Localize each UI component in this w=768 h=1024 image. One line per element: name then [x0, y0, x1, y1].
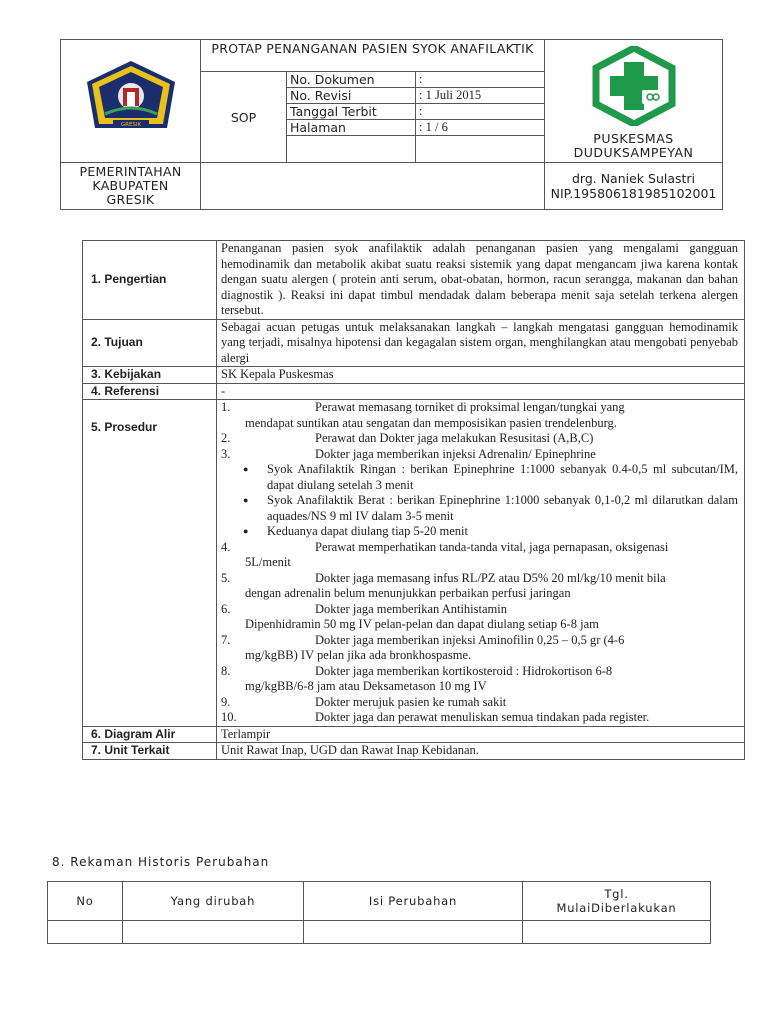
column-header-line: MulaiDiberlakukan: [556, 901, 677, 915]
document-header: [60, 39, 723, 210]
meta-value: :: [416, 104, 545, 120]
puskesmas-block: [545, 40, 723, 163]
document-title: PROTAP PENANGANAN PASIEN SYOK ANAFILAKTIK: [201, 40, 545, 72]
column-header: Isi Perubahan: [304, 882, 523, 921]
section-label: 2. Tujuan: [83, 319, 217, 367]
sop-content-table: [82, 240, 745, 760]
procedure-step-cont: mendapat suntikan atau sengatan dan memposisikan pasien trendelenburg.: [245, 415, 617, 430]
bullet-item: ● Syok Anafilaktik Ringan : berikan Epinephrine 1:1000 sebanyak 0.4-0,5 ml subcutan/IM, dapat diulang setelah 3 menit: [243, 462, 738, 493]
section-label: 1. Pengertian: [83, 241, 217, 320]
section-label: 5. Prosedur: [83, 400, 217, 727]
pengertian-text: Penanganan pasien syok anafilaktik adalah penanganan pasien yang mengalami gangguan hemodinamik dan metabolik akibat suatu reaksi sistemik yang dapat mengancam jiwa karena kontak dengan suatu alergen ( protein anti serum, obat-obatan, hormon, racun serangga, makanan dan bahan diagnostik ). Reaksi ini dapat timbul mendadak dalam beberapa menit saja setelah terkena alergen tersebut.: [217, 241, 745, 320]
procedure-step-cont: mg/kgBB) IV pelan jika ada bronkhospasme.: [245, 648, 472, 662]
government-label: [61, 163, 201, 210]
empty-cell: [523, 921, 711, 944]
blank-cell: [201, 163, 545, 210]
gov-line: PEMERINTAHAN: [79, 164, 182, 179]
record-history-title: 8. Rekaman Historis Perubahan: [52, 855, 270, 869]
gresik-emblem-icon: [83, 58, 179, 140]
column-header: [523, 882, 711, 921]
document-meta-cell: [287, 72, 545, 163]
signer-nip: NIP.195806181985102001: [550, 186, 717, 201]
procedure-step-cont: 5L/menit: [245, 555, 291, 569]
procedure-step: 10. Dokter jaga dan perawat menuliskan semua tindakan pada register.: [221, 710, 650, 724]
meta-value: : 1 / 6: [416, 120, 545, 136]
puskesmas-name-line2: DUDUKSAMPEYAN: [573, 145, 694, 160]
procedure-step: 5. Dokter jaga memasang infus RL/PZ atau D5% 20 ml/kg/10 menit bila: [221, 570, 666, 585]
procedure-step: 7. Dokter jaga memberikan injeksi Aminofilin 0,25 – 0,5 gr (4-6: [221, 632, 625, 647]
dosage-bullets: [221, 462, 738, 540]
section-label: 6. Diagram Alir: [83, 726, 217, 743]
empty-cell: [304, 921, 523, 944]
section-label: 3. Kebijakan: [83, 367, 217, 384]
gov-line: KABUPATEN: [92, 178, 169, 193]
procedure-step: 9. Dokter merujuk pasien ke rumah sakit: [221, 694, 507, 709]
bullet-item: ● Keduanya dapat diulang tiap 5-20 menit: [243, 524, 738, 540]
signer-name: drg. Naniek Sulastri: [571, 171, 696, 186]
empty-cell: [123, 921, 304, 944]
regency-logo-cell: [61, 40, 201, 163]
referensi-text: -: [217, 383, 745, 400]
unit-text: Unit Rawat Inap, UGD dan Rawat Inap Kebidanan.: [217, 743, 745, 760]
diagram-text: Terlampir: [217, 726, 745, 743]
meta-value: :: [416, 72, 545, 88]
procedure-step-cont: dengan adrenalin belum menunjukkan perbaikan perfusi jaringan: [245, 586, 571, 600]
procedure-step-cont: mg/kgBB/6-8 jam atau Deksametason 10 mg IV: [245, 679, 487, 693]
procedure-step: 8. Dokter jaga memberikan kortikosteroid : Hidrokortison 6-8: [221, 663, 613, 678]
procedure-step-cont: Dipenhidramin 50 mg IV pelan-pelan dan dapat diulang setiap 6-8 jam: [245, 617, 599, 631]
section-label: 7. Unit Terkait: [83, 743, 217, 760]
meta-value: : 1 Juli 2015: [416, 88, 545, 104]
document-meta: [287, 72, 544, 162]
record-history-table: [47, 881, 711, 944]
kebijakan-text: SK Kepala Puskesmas: [217, 367, 745, 384]
sop-label: SOP: [201, 72, 287, 163]
procedure-step: 3. Dokter jaga memberikan injeksi Adrenalin/ Epinephrine: [221, 446, 596, 461]
empty-cell: [48, 921, 123, 944]
meta-key: No. Revisi: [287, 88, 416, 104]
meta-key: Tanggal Terbit: [287, 104, 416, 120]
signature-block: [545, 163, 723, 210]
puskesmas-name-line1: PUSKESMAS: [593, 131, 674, 146]
column-header: Yang dirubah: [123, 882, 304, 921]
gov-line: GRESIK: [106, 192, 155, 207]
puskesmas-logo-icon: [592, 46, 676, 126]
procedure-step: 4. Perawat memperhatikan tanda-tanda vital, jaga pernapasan, oksigenasi: [221, 539, 669, 554]
procedure-step: 6. Dokter jaga memberikan Antihistamin: [221, 601, 507, 616]
bullet-item: ● Syok Anafilaktik Berat : berikan Epinephrine 1:1000 sebanyak 0,1-0,2 ml dilarutkan dalam aquades/NS 9 ml IV dalam 3-5 menit: [243, 493, 738, 524]
procedure-step: 1. Perawat memasang torniket di proksimal lengan/tungkai yang: [221, 400, 625, 414]
column-header-line: Tgl.: [604, 887, 629, 901]
meta-key: No. Dokumen: [287, 72, 416, 88]
emblem-caption: GRESIK: [120, 122, 141, 128]
column-header: No: [48, 882, 123, 921]
procedure-step: 2. Perawat dan Dokter jaga melakukan Resusitasi (A,B,C): [221, 431, 594, 445]
meta-key: Halaman: [287, 120, 416, 136]
tujuan-text: Sebagai acuan petugas untuk melaksanakan langkah – langkah mengatasi gangguan hemodinamik yang terjadi, misalnya hipotensi dan kegagalan sistem organ, menghilangkan atau mengobati penyebab alergi: [217, 319, 745, 367]
section-label: 4. Referensi: [83, 383, 217, 400]
prosedur-list: [217, 400, 745, 727]
